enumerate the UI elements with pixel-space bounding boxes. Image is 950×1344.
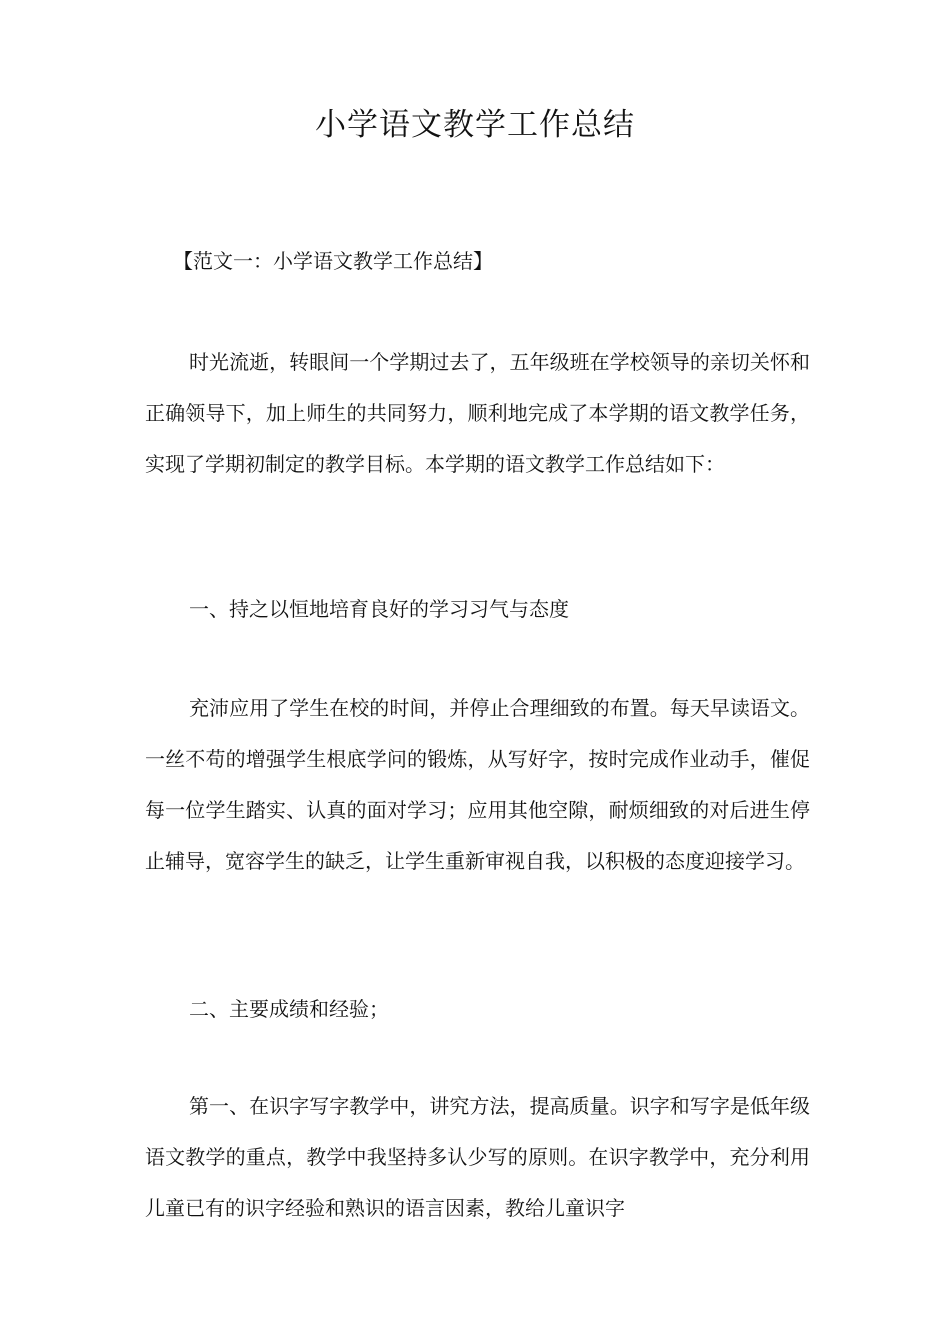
paragraph-intro: 时光流逝，转眼间一个学期过去了，五年级班在学校领导的亲切关怀和正确领导下，加上师生的共同努力，顺利地完成了本学期的语文教学任务，实现了学期初制定的教学目标。本学期的语文教学工作总结如下： [145, 350, 810, 476]
section-label: 【范文一：小学语文教学工作总结】 [173, 249, 493, 273]
paragraph-body-1: 充沛应用了学生在校的时间，并停止合理细致的布置。每天早读语文。一丝不苟的增强学生根底学问的锻炼，从写好字，按时完成作业动手，催促每一位学生踏实、认真的面对学习；应用其他空隙，耐烦细致的对后进生停止辅导，宽容学生的缺乏，让学生重新审视自我，以积极的态度迎接学习。 [145, 696, 810, 873]
section-heading-1: 一、持之以恒地培育良好的学习习气与态度 [189, 597, 569, 621]
paragraph-body-2: 第一、在识字写字教学中，讲究方法，提高质量。识字和写字是低年级语文教学的重点，教学中我坚持多认少写的原则。在识字教学中，充分利用儿童已有的识字经验和熟识的语言因素，教给儿童识字 [145, 1094, 810, 1220]
document-title: 小学语文教学工作总结 [315, 107, 635, 143]
section-heading-2: 二、主要成绩和经验； [189, 997, 389, 1021]
